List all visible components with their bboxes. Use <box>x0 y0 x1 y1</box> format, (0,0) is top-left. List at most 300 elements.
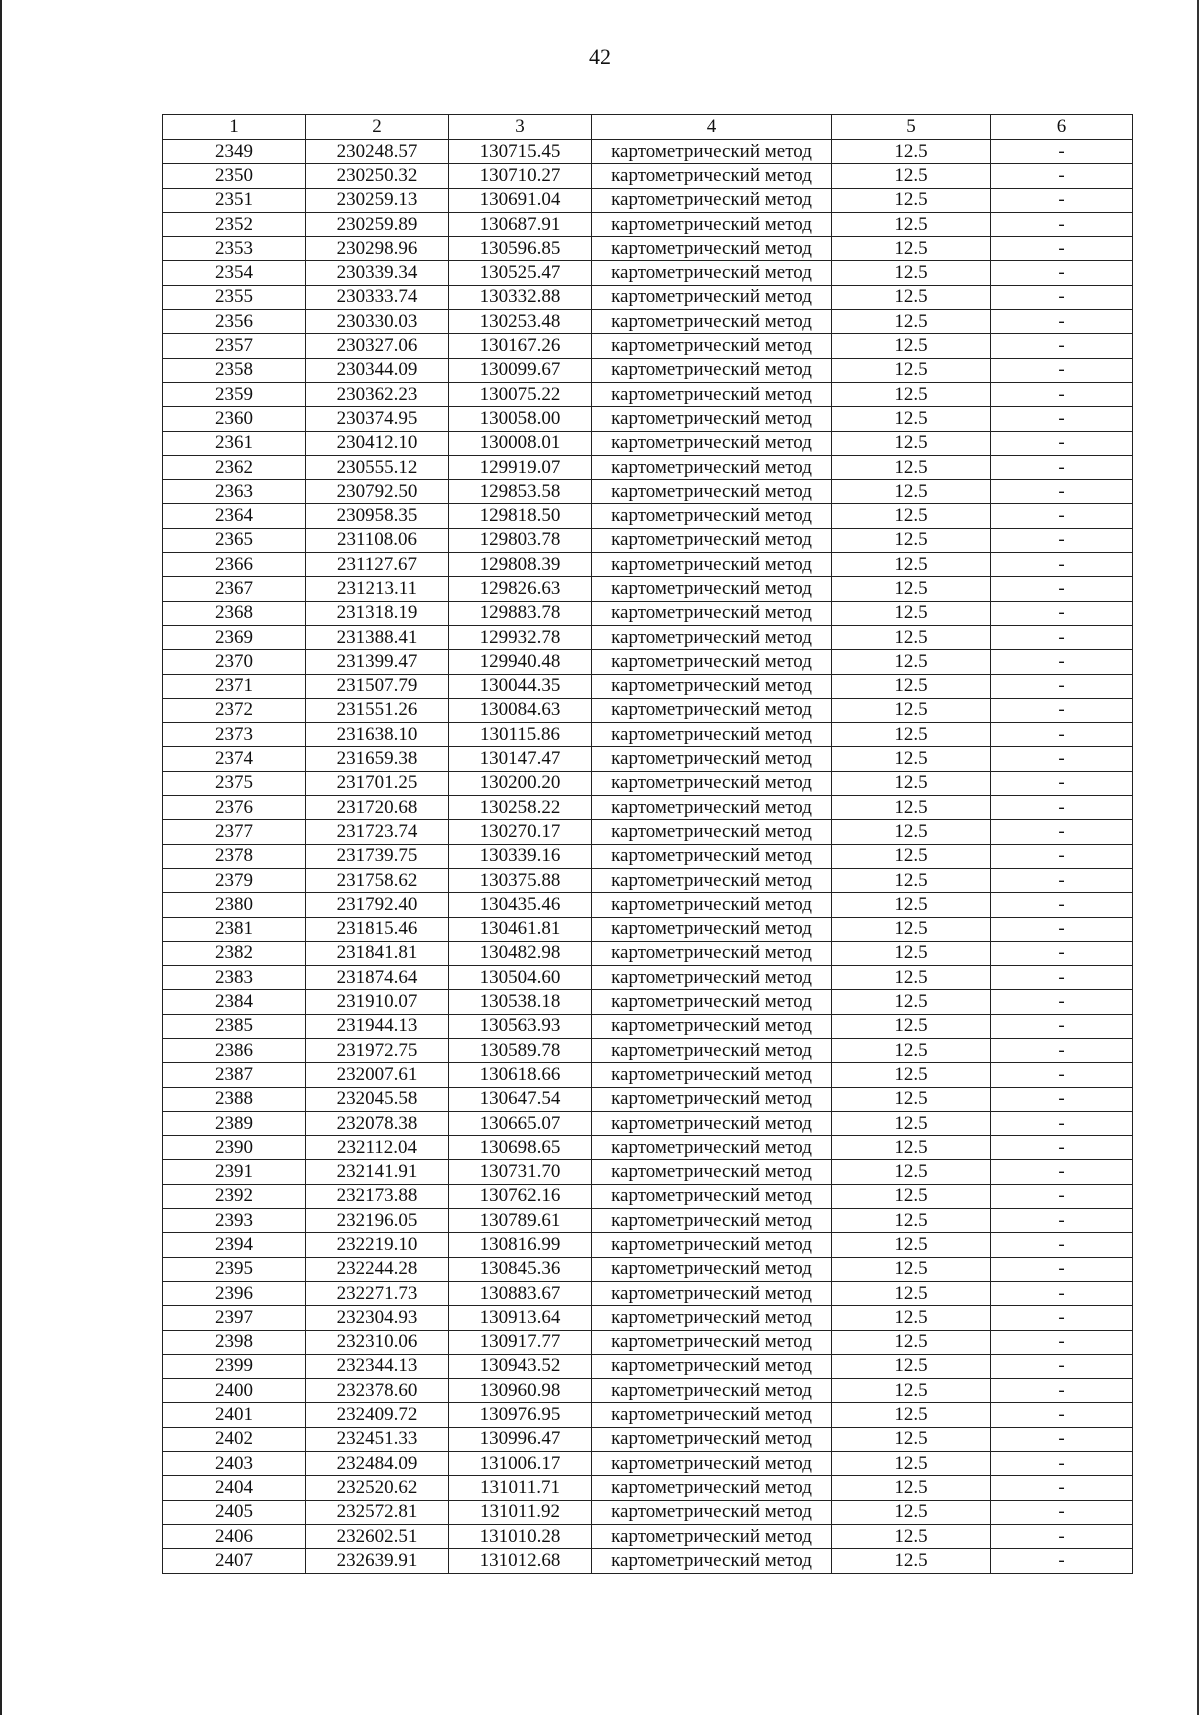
note-cell: - <box>991 1524 1133 1548</box>
method-cell: картометрический метод <box>592 212 832 236</box>
point-number-cell: 2385 <box>163 1014 306 1038</box>
method-cell: картометрический метод <box>592 1087 832 1111</box>
point-number-cell: 2393 <box>163 1209 306 1233</box>
table-row <box>163 771 1133 795</box>
note-cell: - <box>991 140 1133 164</box>
note-cell: - <box>991 1038 1133 1062</box>
table-row <box>163 844 1133 868</box>
point-number-cell: 2379 <box>163 868 306 892</box>
accuracy-cell: 12.5 <box>832 553 991 577</box>
point-number-cell: 2354 <box>163 261 306 285</box>
table-row <box>163 164 1133 188</box>
accuracy-cell: 12.5 <box>832 674 991 698</box>
note-cell: - <box>991 553 1133 577</box>
note-cell: - <box>991 358 1133 382</box>
y-coordinate-cell: 130698.65 <box>449 1136 592 1160</box>
note-cell: - <box>991 1233 1133 1257</box>
point-number-cell: 2398 <box>163 1330 306 1354</box>
note-cell: - <box>991 698 1133 722</box>
point-number-cell: 2384 <box>163 990 306 1014</box>
accuracy-cell: 12.5 <box>832 1379 991 1403</box>
accuracy-cell: 12.5 <box>832 237 991 261</box>
note-cell: - <box>991 1427 1133 1451</box>
y-coordinate-cell: 130538.18 <box>449 990 592 1014</box>
accuracy-cell: 12.5 <box>832 188 991 212</box>
x-coordinate-cell: 231792.40 <box>306 893 449 917</box>
accuracy-cell: 12.5 <box>832 1452 991 1476</box>
y-coordinate-cell: 130461.81 <box>449 917 592 941</box>
note-cell: - <box>991 771 1133 795</box>
y-coordinate-cell: 130731.70 <box>449 1160 592 1184</box>
point-number-cell: 2405 <box>163 1500 306 1524</box>
accuracy-cell: 12.5 <box>832 893 991 917</box>
method-cell: картометрический метод <box>592 577 832 601</box>
accuracy-cell: 12.5 <box>832 164 991 188</box>
method-cell: картометрический метод <box>592 1014 832 1038</box>
x-coordinate-cell: 230339.34 <box>306 261 449 285</box>
note-cell: - <box>991 1403 1133 1427</box>
accuracy-cell: 12.5 <box>832 261 991 285</box>
accuracy-cell: 12.5 <box>832 1014 991 1038</box>
x-coordinate-cell: 232219.10 <box>306 1233 449 1257</box>
table-row <box>163 504 1133 528</box>
table-row <box>163 698 1133 722</box>
point-number-cell: 2386 <box>163 1038 306 1062</box>
note-cell: - <box>991 1549 1133 1573</box>
y-coordinate-cell: 129818.50 <box>449 504 592 528</box>
accuracy-cell: 12.5 <box>832 140 991 164</box>
method-cell: картометрический метод <box>592 1257 832 1281</box>
point-number-cell: 2378 <box>163 844 306 868</box>
point-number-cell: 2394 <box>163 1233 306 1257</box>
x-coordinate-cell: 232045.58 <box>306 1087 449 1111</box>
accuracy-cell: 12.5 <box>832 431 991 455</box>
note-cell: - <box>991 577 1133 601</box>
x-coordinate-cell: 230958.35 <box>306 504 449 528</box>
accuracy-cell: 12.5 <box>832 1330 991 1354</box>
accuracy-cell: 12.5 <box>832 917 991 941</box>
note-cell: - <box>991 1136 1133 1160</box>
method-cell: картометрический метод <box>592 966 832 990</box>
table-row <box>163 285 1133 309</box>
table-row <box>163 334 1133 358</box>
point-number-cell: 2371 <box>163 674 306 698</box>
accuracy-cell: 12.5 <box>832 723 991 747</box>
note-cell: - <box>991 601 1133 625</box>
accuracy-cell: 12.5 <box>832 577 991 601</box>
y-coordinate-cell: 130258.22 <box>449 796 592 820</box>
point-number-cell: 2352 <box>163 212 306 236</box>
method-cell: картометрический метод <box>592 1403 832 1427</box>
x-coordinate-cell: 232378.60 <box>306 1379 449 1403</box>
y-coordinate-cell: 130147.47 <box>449 747 592 771</box>
method-cell: картометрический метод <box>592 625 832 649</box>
y-coordinate-cell: 130525.47 <box>449 261 592 285</box>
y-coordinate-cell: 130789.61 <box>449 1209 592 1233</box>
note-cell: - <box>991 796 1133 820</box>
note-cell: - <box>991 310 1133 334</box>
method-cell: картометрический метод <box>592 893 832 917</box>
accuracy-cell: 12.5 <box>832 455 991 479</box>
y-coordinate-cell: 130691.04 <box>449 188 592 212</box>
x-coordinate-cell: 231739.75 <box>306 844 449 868</box>
x-coordinate-cell: 231551.26 <box>306 698 449 722</box>
point-number-cell: 2370 <box>163 650 306 674</box>
point-number-cell: 2389 <box>163 1111 306 1135</box>
point-number-cell: 2373 <box>163 723 306 747</box>
table-row <box>163 1524 1133 1548</box>
y-coordinate-cell: 130075.22 <box>449 382 592 406</box>
table-row <box>163 796 1133 820</box>
method-cell: картометрический метод <box>592 796 832 820</box>
point-number-cell: 2377 <box>163 820 306 844</box>
note-cell: - <box>991 674 1133 698</box>
point-number-cell: 2357 <box>163 334 306 358</box>
point-number-cell: 2368 <box>163 601 306 625</box>
accuracy-cell: 12.5 <box>832 1233 991 1257</box>
x-coordinate-cell: 232271.73 <box>306 1281 449 1305</box>
y-coordinate-cell: 130504.60 <box>449 966 592 990</box>
method-cell: картометрический метод <box>592 1452 832 1476</box>
accuracy-cell: 12.5 <box>832 310 991 334</box>
note-cell: - <box>991 893 1133 917</box>
method-cell: картометрический метод <box>592 1427 832 1451</box>
table-row <box>163 1136 1133 1160</box>
accuracy-cell: 12.5 <box>832 1524 991 1548</box>
note-cell: - <box>991 723 1133 747</box>
accuracy-cell: 12.5 <box>832 407 991 431</box>
point-number-cell: 2404 <box>163 1476 306 1500</box>
y-coordinate-cell: 130167.26 <box>449 334 592 358</box>
x-coordinate-cell: 232572.81 <box>306 1500 449 1524</box>
table-row <box>163 1306 1133 1330</box>
accuracy-cell: 12.5 <box>832 650 991 674</box>
point-number-cell: 2360 <box>163 407 306 431</box>
y-coordinate-cell: 130647.54 <box>449 1087 592 1111</box>
point-number-cell: 2350 <box>163 164 306 188</box>
y-coordinate-cell: 130375.88 <box>449 868 592 892</box>
table-row <box>163 1549 1133 1573</box>
column-header: 4 <box>592 115 832 140</box>
y-coordinate-cell: 130200.20 <box>449 771 592 795</box>
x-coordinate-cell: 231701.25 <box>306 771 449 795</box>
table-row <box>163 650 1133 674</box>
table-row <box>163 1257 1133 1281</box>
method-cell: картометрический метод <box>592 917 832 941</box>
point-number-cell: 2359 <box>163 382 306 406</box>
y-coordinate-cell: 129932.78 <box>449 625 592 649</box>
accuracy-cell: 12.5 <box>832 1257 991 1281</box>
x-coordinate-cell: 231108.06 <box>306 528 449 552</box>
x-coordinate-cell: 231758.62 <box>306 868 449 892</box>
accuracy-cell: 12.5 <box>832 966 991 990</box>
x-coordinate-cell: 232409.72 <box>306 1403 449 1427</box>
method-cell: картометрический метод <box>592 1209 832 1233</box>
accuracy-cell: 12.5 <box>832 625 991 649</box>
method-cell: картометрический метод <box>592 407 832 431</box>
method-cell: картометрический метод <box>592 650 832 674</box>
x-coordinate-cell: 230250.32 <box>306 164 449 188</box>
method-cell: картометрический метод <box>592 358 832 382</box>
note-cell: - <box>991 212 1133 236</box>
note-cell: - <box>991 1257 1133 1281</box>
point-number-cell: 2381 <box>163 917 306 941</box>
point-number-cell: 2372 <box>163 698 306 722</box>
table-row <box>163 1476 1133 1500</box>
point-number-cell: 2390 <box>163 1136 306 1160</box>
method-cell: картометрический метод <box>592 868 832 892</box>
accuracy-cell: 12.5 <box>832 990 991 1014</box>
table-row <box>163 188 1133 212</box>
y-coordinate-cell: 130435.46 <box>449 893 592 917</box>
point-number-cell: 2351 <box>163 188 306 212</box>
y-coordinate-cell: 130099.67 <box>449 358 592 382</box>
y-coordinate-cell: 130710.27 <box>449 164 592 188</box>
point-number-cell: 2388 <box>163 1087 306 1111</box>
accuracy-cell: 12.5 <box>832 1136 991 1160</box>
x-coordinate-cell: 232639.91 <box>306 1549 449 1573</box>
x-coordinate-cell: 231910.07 <box>306 990 449 1014</box>
y-coordinate-cell: 130589.78 <box>449 1038 592 1062</box>
method-cell: картометрический метод <box>592 771 832 795</box>
y-coordinate-cell: 130687.91 <box>449 212 592 236</box>
method-cell: картометрический метод <box>592 553 832 577</box>
y-coordinate-cell: 131012.68 <box>449 1549 592 1573</box>
accuracy-cell: 12.5 <box>832 1063 991 1087</box>
accuracy-cell: 12.5 <box>832 771 991 795</box>
note-cell: - <box>991 455 1133 479</box>
x-coordinate-cell: 232244.28 <box>306 1257 449 1281</box>
x-coordinate-cell: 231388.41 <box>306 625 449 649</box>
method-cell: картометрический метод <box>592 1379 832 1403</box>
table-row <box>163 1403 1133 1427</box>
point-number-cell: 2387 <box>163 1063 306 1087</box>
table-row <box>163 358 1133 382</box>
y-coordinate-cell: 130596.85 <box>449 237 592 261</box>
x-coordinate-cell: 232344.13 <box>306 1354 449 1378</box>
x-coordinate-cell: 232304.93 <box>306 1306 449 1330</box>
table-row <box>163 1209 1133 1233</box>
table-row <box>163 261 1133 285</box>
note-cell: - <box>991 261 1133 285</box>
point-number-cell: 2361 <box>163 431 306 455</box>
note-cell: - <box>991 285 1133 309</box>
accuracy-cell: 12.5 <box>832 528 991 552</box>
note-cell: - <box>991 941 1133 965</box>
accuracy-cell: 12.5 <box>832 844 991 868</box>
accuracy-cell: 12.5 <box>832 504 991 528</box>
note-cell: - <box>991 1063 1133 1087</box>
column-header: 5 <box>832 115 991 140</box>
note-cell: - <box>991 1209 1133 1233</box>
point-number-cell: 2364 <box>163 504 306 528</box>
table-row <box>163 310 1133 334</box>
method-cell: картометрический метод <box>592 1306 832 1330</box>
table-row <box>163 382 1133 406</box>
y-coordinate-cell: 129883.78 <box>449 601 592 625</box>
accuracy-cell: 12.5 <box>832 1306 991 1330</box>
y-coordinate-cell: 130563.93 <box>449 1014 592 1038</box>
table-row <box>163 601 1133 625</box>
note-cell: - <box>991 868 1133 892</box>
point-number-cell: 2374 <box>163 747 306 771</box>
table-body <box>163 140 1133 1574</box>
x-coordinate-cell: 231815.46 <box>306 917 449 941</box>
x-coordinate-cell: 232078.38 <box>306 1111 449 1135</box>
accuracy-cell: 12.5 <box>832 1549 991 1573</box>
y-coordinate-cell: 130332.88 <box>449 285 592 309</box>
note-cell: - <box>991 164 1133 188</box>
y-coordinate-cell: 130917.77 <box>449 1330 592 1354</box>
note-cell: - <box>991 747 1133 771</box>
x-coordinate-cell: 231399.47 <box>306 650 449 674</box>
note-cell: - <box>991 820 1133 844</box>
x-coordinate-cell: 232112.04 <box>306 1136 449 1160</box>
y-coordinate-cell: 129826.63 <box>449 577 592 601</box>
page-edge-right <box>1197 0 1199 1715</box>
accuracy-cell: 12.5 <box>832 382 991 406</box>
accuracy-cell: 12.5 <box>832 747 991 771</box>
method-cell: картометрический метод <box>592 1160 832 1184</box>
x-coordinate-cell: 230330.03 <box>306 310 449 334</box>
x-coordinate-cell: 231972.75 <box>306 1038 449 1062</box>
note-cell: - <box>991 334 1133 358</box>
method-cell: картометрический метод <box>592 1111 832 1135</box>
x-coordinate-cell: 231944.13 <box>306 1014 449 1038</box>
y-coordinate-cell: 130044.35 <box>449 674 592 698</box>
x-coordinate-cell: 230259.13 <box>306 188 449 212</box>
y-coordinate-cell: 130665.07 <box>449 1111 592 1135</box>
point-number-cell: 2375 <box>163 771 306 795</box>
method-cell: картометрический метод <box>592 334 832 358</box>
point-number-cell: 2396 <box>163 1281 306 1305</box>
method-cell: картометрический метод <box>592 1330 832 1354</box>
table-row <box>163 237 1133 261</box>
point-number-cell: 2403 <box>163 1452 306 1476</box>
point-number-cell: 2397 <box>163 1306 306 1330</box>
note-cell: - <box>991 1354 1133 1378</box>
y-coordinate-cell: 131006.17 <box>449 1452 592 1476</box>
method-cell: картометрический метод <box>592 698 832 722</box>
y-coordinate-cell: 130253.48 <box>449 310 592 334</box>
y-coordinate-cell: 131010.28 <box>449 1524 592 1548</box>
note-cell: - <box>991 1379 1133 1403</box>
y-coordinate-cell: 130715.45 <box>449 140 592 164</box>
table-row <box>163 1087 1133 1111</box>
note-cell: - <box>991 650 1133 674</box>
table-row <box>163 577 1133 601</box>
note-cell: - <box>991 382 1133 406</box>
y-coordinate-cell: 130845.36 <box>449 1257 592 1281</box>
y-coordinate-cell: 130960.98 <box>449 1379 592 1403</box>
table-row <box>163 212 1133 236</box>
y-coordinate-cell: 130762.16 <box>449 1184 592 1208</box>
column-header: 6 <box>991 115 1133 140</box>
y-coordinate-cell: 130058.00 <box>449 407 592 431</box>
point-number-cell: 2383 <box>163 966 306 990</box>
accuracy-cell: 12.5 <box>832 358 991 382</box>
x-coordinate-cell: 232141.91 <box>306 1160 449 1184</box>
point-number-cell: 2406 <box>163 1524 306 1548</box>
method-cell: картометрический метод <box>592 504 832 528</box>
x-coordinate-cell: 232484.09 <box>306 1452 449 1476</box>
x-coordinate-cell: 231723.74 <box>306 820 449 844</box>
method-cell: картометрический метод <box>592 1136 832 1160</box>
y-coordinate-cell: 130913.64 <box>449 1306 592 1330</box>
method-cell: картометрический метод <box>592 1038 832 1062</box>
table-row <box>163 1014 1133 1038</box>
accuracy-cell: 12.5 <box>832 1427 991 1451</box>
method-cell: картометрический метод <box>592 528 832 552</box>
table-row <box>163 1063 1133 1087</box>
table-row <box>163 1354 1133 1378</box>
column-header: 3 <box>449 115 592 140</box>
method-cell: картометрический метод <box>592 455 832 479</box>
method-cell: картометрический метод <box>592 1476 832 1500</box>
accuracy-cell: 12.5 <box>832 1087 991 1111</box>
y-coordinate-cell: 129853.58 <box>449 480 592 504</box>
x-coordinate-cell: 230374.95 <box>306 407 449 431</box>
note-cell: - <box>991 1014 1133 1038</box>
point-number-cell: 2356 <box>163 310 306 334</box>
accuracy-cell: 12.5 <box>832 1476 991 1500</box>
method-cell: картометрический метод <box>592 674 832 698</box>
x-coordinate-cell: 232451.33 <box>306 1427 449 1451</box>
method-cell: картометрический метод <box>592 1233 832 1257</box>
method-cell: картометрический метод <box>592 844 832 868</box>
method-cell: картометрический метод <box>592 382 832 406</box>
point-number-cell: 2353 <box>163 237 306 261</box>
note-cell: - <box>991 237 1133 261</box>
note-cell: - <box>991 1111 1133 1135</box>
accuracy-cell: 12.5 <box>832 1354 991 1378</box>
accuracy-cell: 12.5 <box>832 1403 991 1427</box>
accuracy-cell: 12.5 <box>832 868 991 892</box>
x-coordinate-cell: 232310.06 <box>306 1330 449 1354</box>
x-coordinate-cell: 231507.79 <box>306 674 449 698</box>
point-number-cell: 2355 <box>163 285 306 309</box>
point-number-cell: 2402 <box>163 1427 306 1451</box>
note-cell: - <box>991 1452 1133 1476</box>
accuracy-cell: 12.5 <box>832 1500 991 1524</box>
table-row <box>163 1500 1133 1524</box>
note-cell: - <box>991 188 1133 212</box>
table-row <box>163 455 1133 479</box>
table-row <box>163 1038 1133 1062</box>
x-coordinate-cell: 232007.61 <box>306 1063 449 1087</box>
note-cell: - <box>991 407 1133 431</box>
table-row <box>163 893 1133 917</box>
x-coordinate-cell: 230362.23 <box>306 382 449 406</box>
table-header-row <box>163 115 1133 140</box>
point-number-cell: 2391 <box>163 1160 306 1184</box>
note-cell: - <box>991 528 1133 552</box>
accuracy-cell: 12.5 <box>832 941 991 965</box>
x-coordinate-cell: 231127.67 <box>306 553 449 577</box>
point-number-cell: 2400 <box>163 1379 306 1403</box>
accuracy-cell: 12.5 <box>832 1281 991 1305</box>
y-coordinate-cell: 130618.66 <box>449 1063 592 1087</box>
note-cell: - <box>991 966 1133 990</box>
note-cell: - <box>991 1160 1133 1184</box>
accuracy-cell: 12.5 <box>832 480 991 504</box>
table-row <box>163 990 1133 1014</box>
coordinates-table <box>162 114 1133 1574</box>
method-cell: картометрический метод <box>592 431 832 455</box>
x-coordinate-cell: 230298.96 <box>306 237 449 261</box>
y-coordinate-cell: 130084.63 <box>449 698 592 722</box>
table-row <box>163 917 1133 941</box>
